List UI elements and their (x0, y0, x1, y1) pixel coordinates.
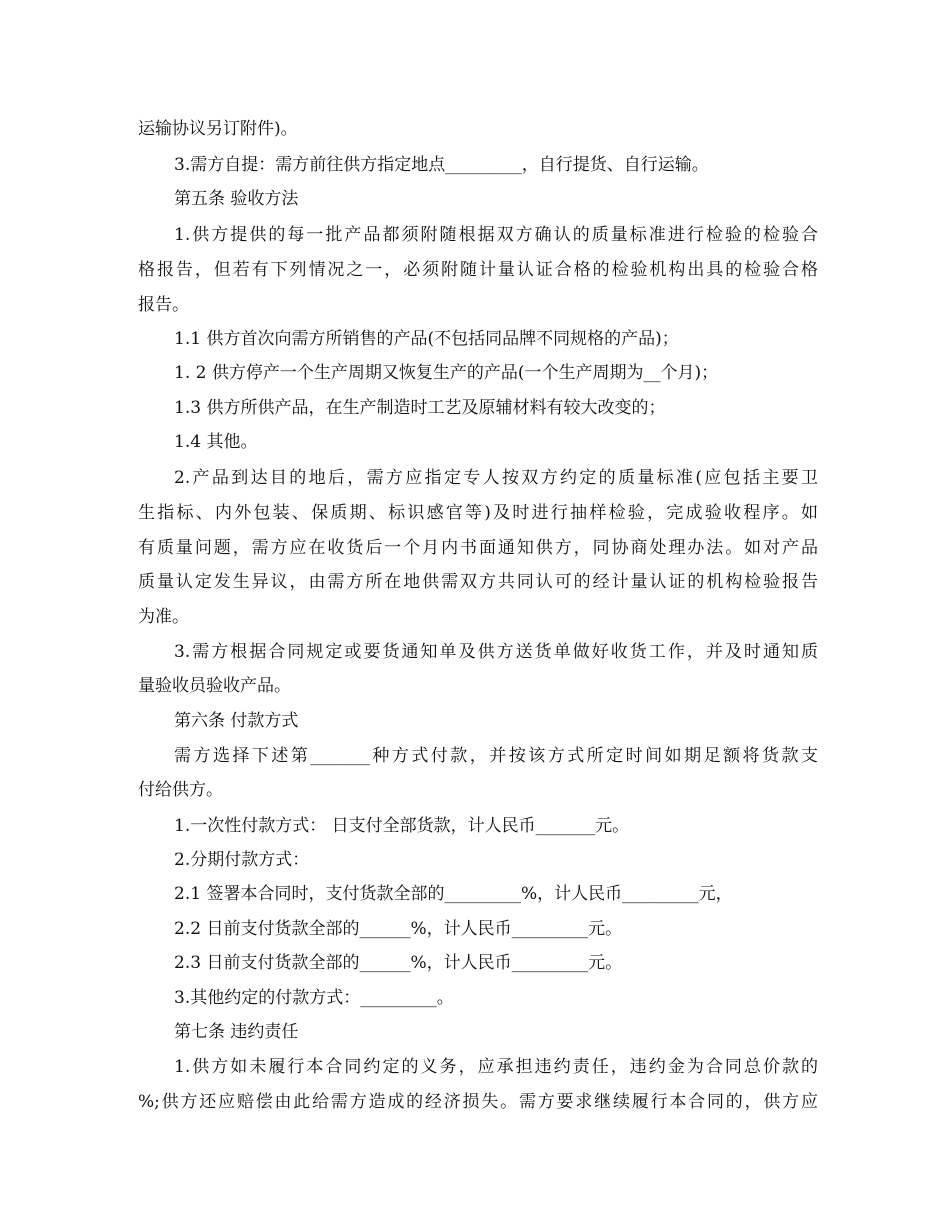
text-line: 质量认定发生异议，由需方所在地供需双方共同认可的经计量认证的机构检验报告 (138, 572, 818, 592)
text-line: 2.分期付款方式： (174, 850, 310, 870)
text-line: 付给供方。 (138, 780, 223, 800)
text-line: 2.3 日前支付货款全部的______%，计人民币_________元。 (174, 953, 623, 973)
text-line: 量验收员验收产品。 (138, 676, 291, 696)
text-line: 生指标、内外包装、保质期、标识感官等)及时进行抽样检验，完成验收程序。如 (138, 503, 818, 523)
text-line: 1.供方如未履行本合同约定的义务，应承担违约责任，违约金为合同总价款的 (174, 1057, 818, 1077)
text-line: 报告。 (138, 295, 189, 315)
text-line: 运输协议另订附件)。 (138, 119, 298, 139)
text-line: 有质量问题，需方应在收货后一个月内书面通知供方，同协商处理办法。如对产品 (138, 538, 818, 558)
text-line: 1.1 供方首次向需方所销售的产品(不包括同品牌不同规格的产品)； (174, 329, 679, 349)
section-heading: 第七条 违约责任 (174, 1022, 299, 1042)
text-line: 需方选择下述第_______种方式付款，并按该方式所定时间如期足额将货款支 (174, 746, 818, 766)
text-line: 1. 2 供方停产一个生产周期又恢复生产的产品(一个生产周期为__个月)； (174, 363, 719, 383)
text-line: 1.3 供方所供产品，在生产制造时工艺及原辅材料有较大改变的； (174, 398, 666, 418)
text-line: 1.一次性付款方式： 日支付全部货款，计人民币_______元。 (174, 816, 630, 836)
section-heading: 第六条 付款方式 (174, 711, 299, 731)
text-line: 3.需方自提：需方前往供方指定地点_________，自行提货、自行运输。 (174, 155, 709, 175)
text-line: 1.供方提供的每一批产品都须附随根据双方确认的质量标准进行检验的检验合 (174, 225, 818, 245)
text-line: 2.1 签署本合同时，支付货款全部的_________%，计人民币_________元， (174, 884, 733, 904)
text-line: 3.需方根据合同规定或要货通知单及供方送货单做好收货工作，并及时通知质 (174, 642, 818, 662)
text-line: 2.2 日前支付货款全部的______%，计人民币_________元。 (174, 919, 623, 939)
text-line: 2.产品到达目的地后，需方应指定专人按双方约定的质量标准(应包括主要卫 (174, 468, 818, 488)
section-heading: 第五条 验收方法 (174, 189, 299, 209)
text-line: 格报告，但若有下列情况之一，必须附随计量认证合格的检验机构出具的检验合格 (138, 260, 818, 280)
text-line: 1.4 其他。 (174, 432, 258, 452)
text-line: %;供方还应赔偿由此给需方造成的经济损失。需方要求继续履行本合同的，供方应 (138, 1092, 818, 1112)
text-line: 3.其他约定的付款方式：_________。 (174, 988, 454, 1008)
text-line: 为准。 (138, 607, 189, 627)
